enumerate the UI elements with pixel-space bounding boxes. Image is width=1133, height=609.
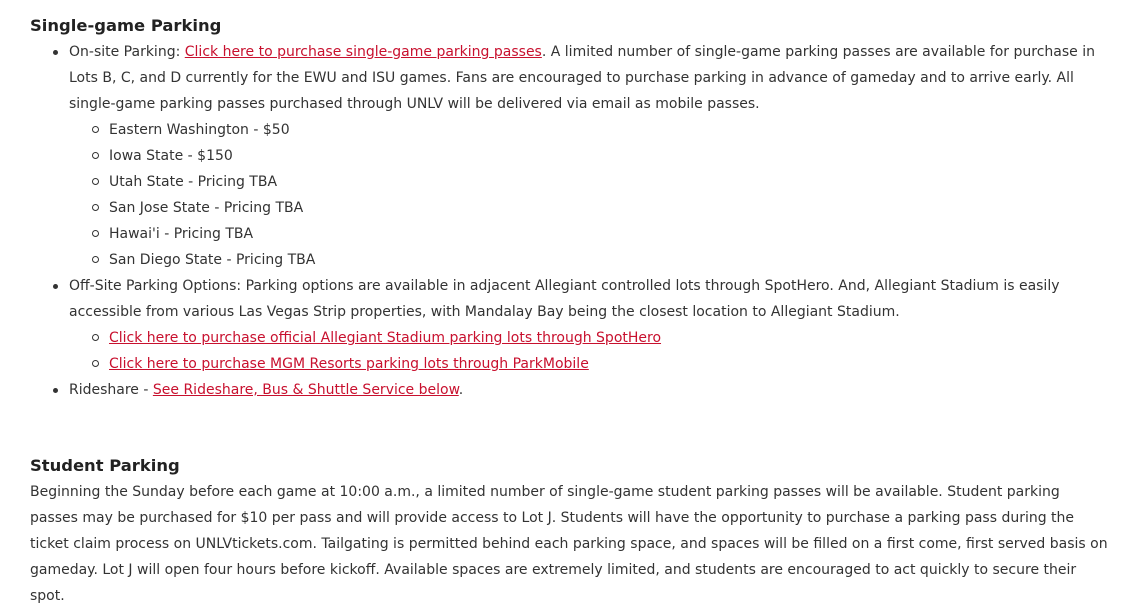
- onsite-parking-text: . A limited number of single-game parking passes are available for purchase in Lots B, C, and D currently for the EWU and ISU games. Fans are encouraged to purchase parking in advance of gameday and to arrive early. All single-game parking passes purchased through UNLV will be delivered via email as mobile passes.: [69, 44, 1095, 112]
- game-price-item: Hawai'i - Pricing TBA: [109, 221, 1109, 247]
- student-parking-heading: Student Parking: [30, 456, 180, 475]
- onsite-parking-lead: On-site Parking:: [69, 44, 185, 60]
- student-parking-body: Beginning the Sunday before each game at 10:00 a.m., a limited number of single-game student parking passes will be available. Student parking passes may be purchased for $10 per pass and will provide access to Lot J. Students will have the opportunity to purchase a parking pass during the ticket claim process on UNLVtickets.com. Tailgating is permitted behind each parking space, and spaces will be filled on a first come, first served basis on gameday. Lot J will open four hours before kickoff. Available spaces are extremely limited, and students are encouraged to act quickly to secure their spot.: [30, 484, 1108, 604]
- offsite-parking-item: [69, 273, 1109, 377]
- onsite-parking-item: [69, 39, 1109, 273]
- offsite-link-item: [109, 351, 1109, 377]
- offsite-link-item: [109, 325, 1109, 351]
- rideshare-lead: Rideshare -: [69, 382, 153, 398]
- spothero-parking-link[interactable]: Click here to purchase official Allegiant Stadium parking lots through SpotHero: [109, 330, 662, 346]
- rideshare-service-link[interactable]: See Rideshare, Bus & Shuttle Service below: [152, 382, 459, 398]
- game-price-item: Utah State - Pricing TBA: [109, 169, 1109, 195]
- game-price-item: San Diego State - Pricing TBA: [109, 247, 1109, 273]
- single-game-parking-list: [30, 39, 1109, 403]
- purchase-single-game-parking-link[interactable]: Click here to purchase single-game parking passes: [184, 44, 542, 60]
- game-price-list: [69, 117, 1109, 273]
- rideshare-item: [69, 377, 1109, 403]
- offsite-links-list: [69, 325, 1109, 377]
- game-price-item: Iowa State - $150: [109, 143, 1109, 169]
- game-price-item: San Jose State - Pricing TBA: [109, 195, 1109, 221]
- single-game-parking-heading: Single-game Parking: [30, 16, 222, 35]
- game-price-item: Eastern Washington - $50: [109, 117, 1109, 143]
- rideshare-tail: .: [458, 382, 464, 398]
- parkmobile-parking-link[interactable]: Click here to purchase MGM Resorts parking lots through ParkMobile: [109, 356, 589, 372]
- offsite-parking-text: Off-Site Parking Options: Parking options are available in adjacent Allegiant controlled lots through SpotHero. And, Allegiant Stadium is easily accessible from various Las Vegas Strip properties, with Mandalay Bay being the closest location to Allegiant Stadium.: [69, 278, 1060, 320]
